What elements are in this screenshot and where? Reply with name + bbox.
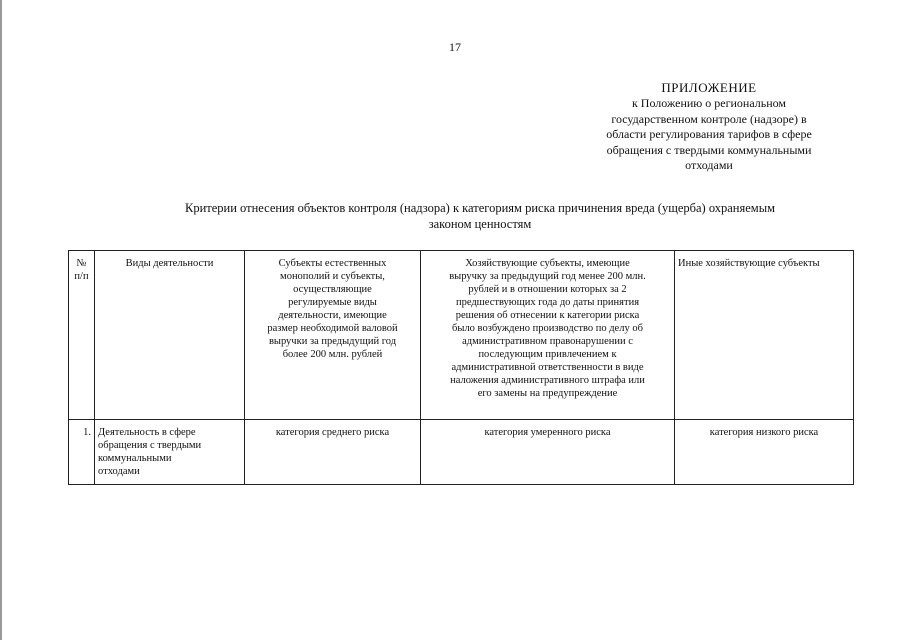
header-line: монополий и субъекты, bbox=[280, 271, 385, 282]
header-line: последующим привлечением к bbox=[478, 349, 617, 360]
row-activity-line: отходами bbox=[98, 466, 140, 477]
document-title-line: Критерии отнесения объектов контроля (надзора) к категориям риска причинения вреда (ущерба) охраняемым bbox=[184, 201, 776, 215]
header-natural-monopolies bbox=[245, 251, 421, 420]
header-line: административном правонарушении с bbox=[462, 336, 633, 347]
appendix-title: ПРИЛОЖЕНИЕ bbox=[661, 80, 757, 95]
document-title bbox=[95, 200, 865, 232]
header-num-line: № bbox=[76, 258, 87, 269]
header-small-entities bbox=[421, 251, 675, 420]
header-line: осуществляющие bbox=[293, 284, 372, 295]
row-natural-monopolies-risk: категория среднего риска bbox=[245, 420, 421, 485]
row-other-entities-risk: категория низкого риска bbox=[675, 420, 854, 485]
header-line: решения об отнесении к категории риска bbox=[455, 310, 640, 321]
header-num-line: п/п bbox=[74, 271, 89, 282]
row-activity bbox=[95, 420, 245, 485]
header-line: регулируемые виды bbox=[288, 297, 377, 308]
appendix-line: области регулирования тарифов в сфере bbox=[606, 127, 812, 141]
header-num bbox=[69, 251, 95, 420]
page-left-edge bbox=[0, 0, 2, 640]
header-line: рублей и в отношении которых за 2 bbox=[468, 284, 627, 295]
table-header-row bbox=[69, 251, 854, 420]
appendix-line: обращения с твердыми коммунальными bbox=[606, 142, 812, 157]
appendix-line: отходами bbox=[685, 158, 733, 172]
header-line: размер необходимой валовой bbox=[267, 323, 398, 334]
header-line: его замены на предупреждение bbox=[477, 388, 618, 399]
header-line: Хозяйствующие субъекты, имеющие bbox=[465, 258, 630, 269]
header-line: выручку за предыдущий год менее 200 млн. bbox=[449, 271, 646, 282]
appendix-line: к Положению о региональном bbox=[631, 96, 787, 110]
header-line: выручки за предыдущий год bbox=[268, 336, 397, 347]
header-line: деятельности, имеющие bbox=[278, 310, 387, 321]
header-line: было возбуждено производство по делу об bbox=[452, 323, 643, 334]
header-line: более 200 млн. рублей bbox=[282, 349, 383, 360]
row-small-entities-risk: категория умеренного риска bbox=[421, 420, 675, 485]
risk-criteria-table bbox=[68, 250, 854, 485]
header-line: наложения административного штрафа или bbox=[450, 375, 645, 386]
header-other-entities: Иные хозяйствующие субъекты bbox=[675, 251, 854, 420]
appendix-block bbox=[560, 80, 858, 174]
header-activity: Виды деятельности bbox=[95, 251, 245, 420]
row-num: 1. bbox=[69, 420, 95, 485]
header-line: предшествующих года до даты принятия bbox=[455, 297, 640, 308]
table-row bbox=[69, 420, 854, 485]
header-line: административной ответственности в виде bbox=[451, 362, 644, 373]
header-line: Субъекты естественных bbox=[278, 258, 387, 269]
row-activity-line: Деятельность в сфере bbox=[98, 427, 196, 438]
row-activity-line: коммунальными bbox=[98, 453, 172, 464]
page-number: 17 bbox=[449, 40, 461, 54]
row-activity-line: обращения с твердыми bbox=[98, 440, 202, 451]
appendix-line: государственном контроле (надзоре) в bbox=[611, 111, 807, 126]
document-title-line: законом ценностям bbox=[428, 217, 532, 231]
